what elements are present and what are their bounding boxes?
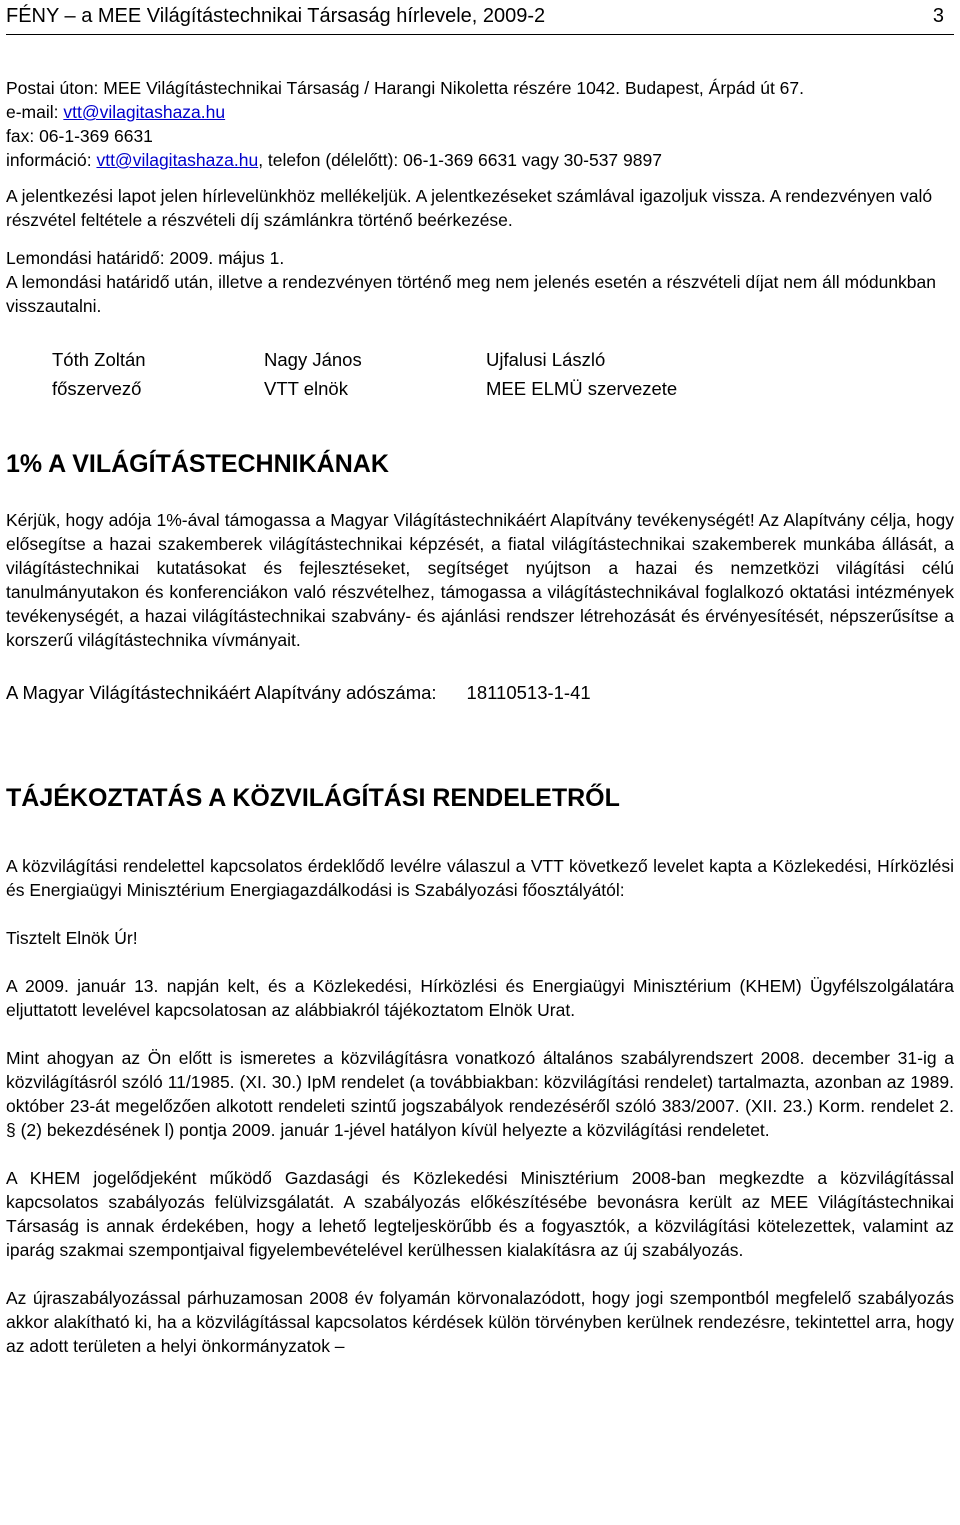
attachment-note: A jelentkezési lapot jelen hírlevelünkhöz mellékeljük.: [6, 186, 412, 206]
signer-name: Tóth Zoltán: [52, 349, 146, 370]
article-paragraph: A KHEM jogelődjeként működő Gazdasági és Közlekedési Minisztérium 2008-ban megkezdte a közvilágítással kapcsolatos szabályozás felülvizsgálatát. A szabályozás előkészítésébe bevonásra került az MEE Világítástechnikai Társaság is annak érdekében, hogy a lehető legteljeskörűbb és a fogyasztók, a közvilágítási kötelezettek, valamint az iparág szakmai szempontjaival figyelembevételével kerülhessen kialakításra az új szabályozás.: [6, 1168, 954, 1260]
article-paragraph: A 2009. január 13. napján kelt, és a Közlekedési, Hírközlési és Energiaügyi Minisztérium (KHEM) Ügyfélszolgálatára eljuttatott levelével kapcsolatosan az alábbiakról tájékoztatom Elnök Urat.: [6, 976, 954, 1020]
email-label: e-mail:: [6, 102, 64, 122]
running-header: [6, 4, 954, 35]
fax-line: fax: 06-1-369 6631: [6, 126, 153, 146]
signer-name: Nagy János: [264, 349, 362, 370]
signer-name: Ujfalusi László: [486, 349, 606, 370]
header-title: FÉNY – a MEE Világítástechnikai Társaság hírlevele, 2009-2: [6, 5, 546, 27]
signer-role: MEE ELMÜ szervezete: [486, 378, 678, 399]
postal-address: Postai úton: MEE Világítástechnikai Társaság / Harangi Nikoletta részére 1042. Budapest, Árpád út 67.: [6, 78, 805, 98]
signer-role: VTT elnök: [264, 378, 348, 399]
article-paragraph: Mint ahogyan az Ön előtt is ismeretes a közvilágításra vonatkozó általános szabályrendszert 2008. december 31-ig a közvilágításról szóló 11/1985. (XI. 30.) IpM rendelet (a továbbiakban: közvilágítási rendelet) tartalmazta, azonban az 1989. október 23-át megelőzően alkotott rendeleti szintű jogszabályok rendezéséről szóló 383/2007. (XII. 23.) Korm. rendelet 2. § (2) bekezdésének l) pontja 2009. január 1-jével hatályon kívül helyezte a közvilágítási rendeletet.: [6, 1048, 954, 1140]
page-content: [6, 76, 954, 1358]
info-line: [6, 148, 954, 172]
email-link[interactable]: vtt@vilagitashaza.hu: [63, 102, 226, 122]
page-number: 3: [932, 5, 944, 27]
info-phone: , telefon (délelőtt): 06-1-369 6631 vagy 30-537 9897: [258, 150, 662, 170]
salutation: Tisztelt Elnök Úr!: [6, 928, 138, 948]
signers-block: [52, 345, 954, 403]
info-email-link[interactable]: vtt@vilagitashaza.hu: [96, 150, 259, 170]
cancellation-note: A lemondási határidő után, illetve a rendezvényen történő meg nem jelenés esetén a részvételi díjat nem áll módunkban visszautalni.: [6, 272, 937, 316]
article-heading: TÁJÉKOZTATÁS A KÖZVILÁGÍTÁSI RENDELETRŐL: [6, 784, 620, 812]
registration-note: [6, 184, 954, 232]
info-label: információ:: [6, 150, 97, 170]
tax-number-label: A Magyar Világítástechnikáért Alapítvány adószáma:: [6, 682, 437, 703]
tax-number: 18110513-1-41: [466, 682, 591, 703]
article-paragraph: Az újraszabályozással párhuzamosan 2008 év folyamán körvonalazódott, hogy jogi szempontból megfelelő szabályozás akkor alakítható ki, ha a közvilágítással kapcsolatos kérdések külön törvényben kerülnek rendezésre, tekintettel arra, hogy az adott területen a helyi önkormányzatok –: [6, 1288, 954, 1356]
cancellation-deadline: Lemondási határidő: 2009. május 1.: [6, 248, 285, 268]
confirmation-notice: A jelentkezéseket számlával igazoljuk vissza. A rendezvényen való részvétel feltétele a részvételi díj számlánkra történő beérkezése.: [6, 186, 933, 230]
article-intro: A közvilágítási rendelettel kapcsolatos érdeklődő levélre válaszul a VTT következő levelet kapta a Közlekedési, Hírközlési és Energiaügyi Minisztérium Energiagazdálkodási is Szabályozási főosztályától:: [6, 856, 954, 900]
foundation-body: Kérjük, hogy adója 1%-ával támogassa a Magyar Világítástechnikáért Alapítvány tevékenységét! Az Alapítvány célja, hogy elősegítse a hazai szakemberek világítástechnikai képzését, a fiatal világítástechnikai szakemberek munkába állását, a világítástechnikai kutatásokat és fejlesztéseket, segítséget nyújtson a hazai és nemzetközi világítási célú tanulmányutakon és konferenciákon való részvételhez, támogassa a világítástechnikával foglalkozó oktatási intézmények tevékenységét, a hazai világítástechnikai szabvány- és ajánlási rendszer létrehozását és érvényesítését, népszerűsítse a korszerű világítástechnika vívmányait.: [6, 510, 954, 650]
signer-role: főszervező: [52, 378, 142, 399]
email-line: [6, 100, 954, 124]
foundation-heading: 1% A VILÁGÍTÁSTECHNIKÁNAK: [6, 450, 389, 478]
tax-number-line: [6, 681, 954, 705]
